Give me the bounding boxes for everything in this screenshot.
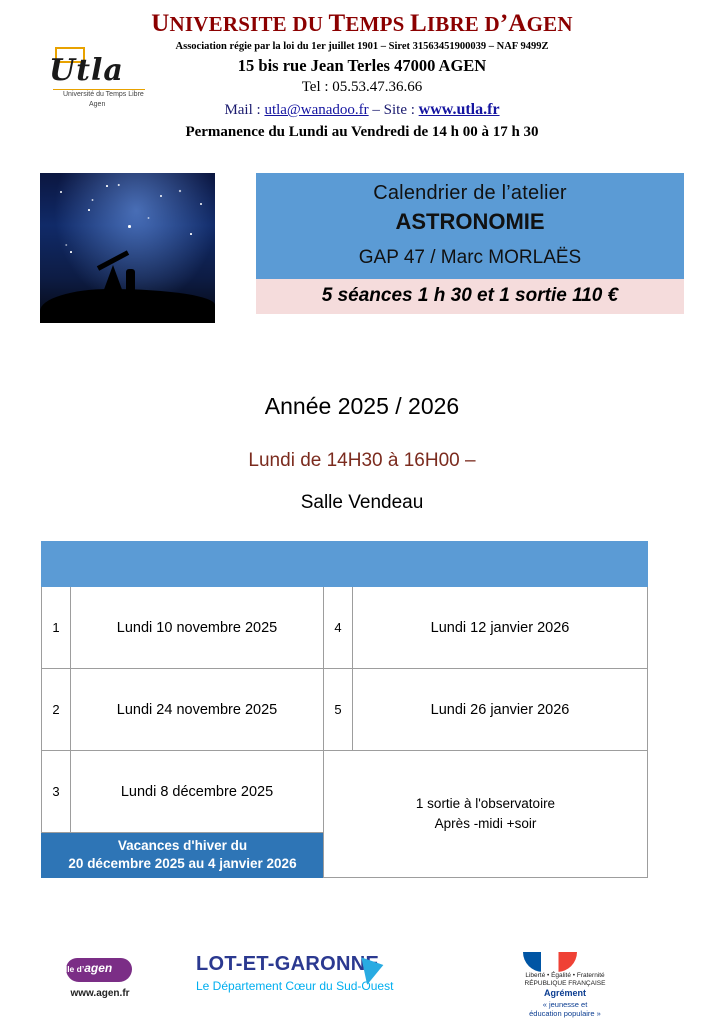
site-separator: – Site : [368, 102, 419, 118]
session-date: Lundi 8 décembre 2025 [71, 751, 324, 833]
banner-box [256, 173, 684, 314]
dept-logo-line2: Le Département Cœur du Sud-Ouest [196, 979, 394, 993]
session-number: 3 [42, 751, 71, 833]
etat-logo-text [505, 972, 625, 1018]
session-number: 5 [324, 669, 353, 751]
dept-logo-line1: LOT-ET-GARONNE [196, 953, 380, 975]
winter-vacation-cell [42, 833, 324, 878]
etat-education-word: éducation populaire » [529, 1008, 601, 1018]
etat-jeunesse-word: « jeunesse et [542, 999, 588, 1009]
lot-et-garonne-logo [196, 953, 396, 1005]
email-link[interactable]: utla@wanadoo.fr [264, 102, 369, 118]
outing-line-1: 1 sortie à l'observatoire [415, 796, 556, 812]
etat-agrement-logo [505, 952, 625, 1018]
banner-title: ASTRONOMIE [395, 209, 545, 234]
etat-devise: Liberté • Égalité • Fraternité [525, 972, 605, 979]
table-row [42, 751, 648, 833]
table-header-row [42, 542, 648, 587]
vacation-line-1: Vacances d'hiver du [117, 837, 248, 853]
utla-logo-subtitle: Université du Temps Libre [63, 91, 144, 98]
agen-logo-url: www.agen.fr [70, 988, 130, 999]
opening-hours: Permanence du Lundi au Vendredi de 14 h 00 à 17 h 30 [185, 124, 539, 140]
agen-logo-text [52, 961, 118, 975]
outing-line-2: Après -midi +soir [434, 816, 537, 831]
banner-subtitle: Calendrier de l’atelier [373, 182, 567, 204]
mail-label: Mail : [224, 102, 265, 118]
etat-republique: RÉPUBLIQUE FRANÇAISE [524, 980, 606, 988]
banner-blue-block [256, 173, 684, 279]
banner-price: 5 séances 1 h 30 et 1 sortie 110 € [256, 279, 684, 314]
observer-silhouette [126, 269, 135, 295]
banner-section [0, 168, 724, 330]
website-link[interactable]: www.utla.fr [418, 101, 500, 118]
observatory-outing-cell [324, 751, 648, 878]
utla-logo-word: Utla [49, 53, 124, 88]
telescope-tripod-icon [102, 265, 124, 295]
table-row [42, 669, 648, 751]
session-calendar-table [41, 541, 648, 878]
table-row [42, 587, 648, 669]
session-date: Lundi 24 novembre 2025 [71, 669, 324, 751]
session-date: Lundi 12 janvier 2026 [353, 587, 648, 669]
utla-logo [47, 47, 152, 117]
etat-agrement-word: Agrément [543, 988, 586, 999]
phone-line: Tel : 05.53.47.36.66 [301, 79, 423, 95]
legal-line: Association régie par la loi du 1er juillet 1901 – Siret 31563451900039 – NAF 9499Z [175, 41, 549, 52]
table-header-cell [42, 542, 648, 587]
agen-logo-line1: ville d’ [57, 964, 85, 974]
agen-logo-line2: agen [84, 961, 113, 975]
session-number: 1 [42, 587, 71, 669]
organization-title: UNIVERSITE DU TEMPS LIBRE D’AGEN [151, 10, 573, 37]
french-flag-icon [523, 952, 577, 972]
room-name: Salle Vendeau [300, 492, 424, 513]
astronomy-photo [40, 173, 215, 323]
footer-logos [0, 948, 724, 1018]
weekly-schedule: Lundi de 14H30 à 16H00 – [248, 450, 476, 471]
session-date: Lundi 26 janvier 2026 [353, 669, 648, 751]
session-number: 4 [324, 587, 353, 669]
utla-logo-city: Agen [89, 101, 106, 108]
address-line: 15 bis rue Jean Terles 47000 AGEN [237, 56, 487, 75]
banner-instructor: GAP 47 / Marc MORLAËS [358, 247, 582, 268]
vacation-line-2: 20 décembre 2025 au 4 janvier 2026 [68, 856, 297, 871]
session-date: Lundi 10 novembre 2025 [71, 587, 324, 669]
academic-year: Année 2025 / 2026 [264, 393, 460, 419]
ville-agen-logo [52, 958, 148, 1004]
utla-logo-rule [53, 89, 145, 90]
session-number: 2 [42, 669, 71, 751]
